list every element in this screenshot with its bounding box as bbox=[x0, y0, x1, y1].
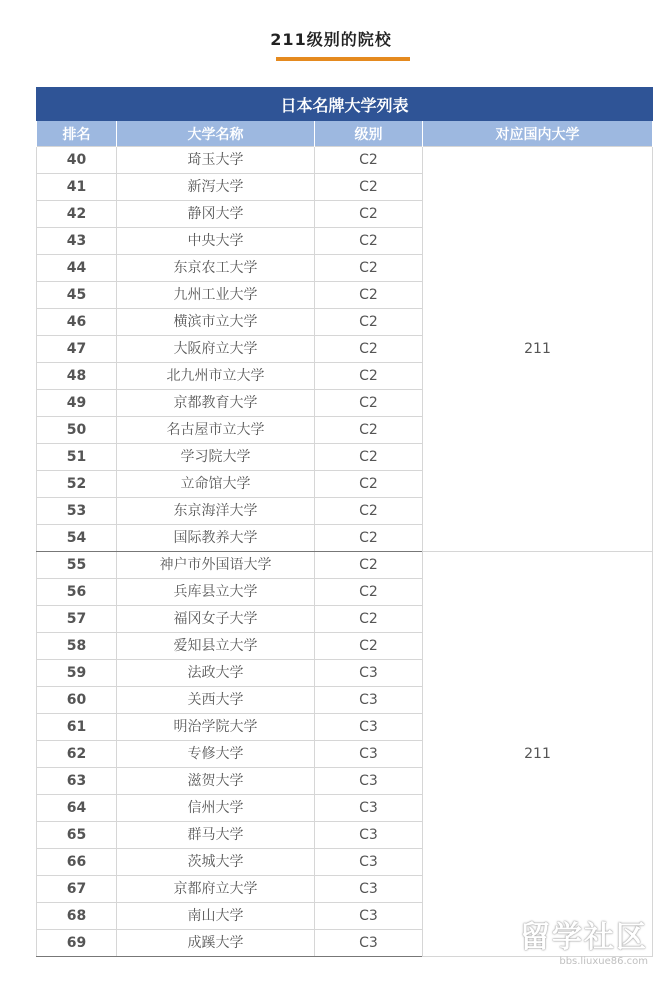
watermark-logo-text: 留学社区 bbox=[520, 920, 648, 955]
level-cell: C2 bbox=[315, 417, 423, 444]
level-cell: C3 bbox=[315, 660, 423, 687]
level-cell: C2 bbox=[315, 309, 423, 336]
table-title: 日本名牌大学列表 bbox=[37, 88, 653, 121]
rank-cell: 62 bbox=[37, 741, 117, 768]
university-name-cell: 立命馆大学 bbox=[117, 471, 315, 498]
rank-cell: 49 bbox=[37, 390, 117, 417]
rank-cell: 48 bbox=[37, 363, 117, 390]
level-cell: C2 bbox=[315, 444, 423, 471]
rank-cell: 67 bbox=[37, 876, 117, 903]
university-name-cell: 成蹊大学 bbox=[117, 930, 315, 957]
university-table-container bbox=[36, 87, 652, 957]
table-row bbox=[37, 147, 653, 174]
university-name-cell: 兵库县立大学 bbox=[117, 579, 315, 606]
level-cell: C3 bbox=[315, 903, 423, 930]
rank-cell: 50 bbox=[37, 417, 117, 444]
rank-cell: 69 bbox=[37, 930, 117, 957]
header-domestic: 对应国内大学 bbox=[423, 121, 653, 147]
rank-cell: 58 bbox=[37, 633, 117, 660]
university-name-cell: 新泻大学 bbox=[117, 174, 315, 201]
university-name-cell: 京都教育大学 bbox=[117, 390, 315, 417]
university-name-cell: 茨城大学 bbox=[117, 849, 315, 876]
university-name-cell: 琦玉大学 bbox=[117, 147, 315, 174]
university-name-cell: 专修大学 bbox=[117, 741, 315, 768]
watermark bbox=[520, 912, 648, 967]
level-cell: C2 bbox=[315, 255, 423, 282]
heading-underline bbox=[276, 57, 410, 61]
rank-cell: 53 bbox=[37, 498, 117, 525]
university-name-cell: 神户市外国语大学 bbox=[117, 552, 315, 579]
level-cell: C2 bbox=[315, 390, 423, 417]
university-name-cell: 明治学院大学 bbox=[117, 714, 315, 741]
rank-cell: 41 bbox=[37, 174, 117, 201]
level-cell: C3 bbox=[315, 795, 423, 822]
university-name-cell: 北九州市立大学 bbox=[117, 363, 315, 390]
university-name-cell: 静冈大学 bbox=[117, 201, 315, 228]
rank-cell: 66 bbox=[37, 849, 117, 876]
level-cell: C3 bbox=[315, 714, 423, 741]
university-name-cell: 东京海洋大学 bbox=[117, 498, 315, 525]
rank-cell: 59 bbox=[37, 660, 117, 687]
header-rank: 排名 bbox=[37, 121, 117, 147]
level-cell: C2 bbox=[315, 228, 423, 255]
rank-cell: 52 bbox=[37, 471, 117, 498]
university-name-cell: 京都府立大学 bbox=[117, 876, 315, 903]
rank-cell: 46 bbox=[37, 309, 117, 336]
watermark-url: bbs.liuxue86.com bbox=[559, 956, 648, 967]
university-name-cell: 群马大学 bbox=[117, 822, 315, 849]
rank-cell: 51 bbox=[37, 444, 117, 471]
rank-cell: 55 bbox=[37, 552, 117, 579]
level-cell: C2 bbox=[315, 525, 423, 552]
domestic-equivalent-cell: 211 bbox=[423, 552, 653, 957]
university-name-cell: 九州工业大学 bbox=[117, 282, 315, 309]
rank-cell: 42 bbox=[37, 201, 117, 228]
rank-cell: 65 bbox=[37, 822, 117, 849]
level-cell: C2 bbox=[315, 363, 423, 390]
level-cell: C2 bbox=[315, 633, 423, 660]
university-name-cell: 国际教养大学 bbox=[117, 525, 315, 552]
table-row bbox=[37, 552, 653, 579]
level-cell: C2 bbox=[315, 579, 423, 606]
rank-cell: 60 bbox=[37, 687, 117, 714]
page-heading: 211级别的院校 bbox=[270, 30, 392, 49]
university-name-cell: 关西大学 bbox=[117, 687, 315, 714]
rank-cell: 44 bbox=[37, 255, 117, 282]
rank-cell: 57 bbox=[37, 606, 117, 633]
rank-cell: 61 bbox=[37, 714, 117, 741]
university-name-cell: 横滨市立大学 bbox=[117, 309, 315, 336]
university-name-cell: 名古屋市立大学 bbox=[117, 417, 315, 444]
university-name-cell: 大阪府立大学 bbox=[117, 336, 315, 363]
level-cell: C2 bbox=[315, 174, 423, 201]
rank-cell: 40 bbox=[37, 147, 117, 174]
level-cell: C3 bbox=[315, 876, 423, 903]
rank-cell: 63 bbox=[37, 768, 117, 795]
rank-cell: 47 bbox=[37, 336, 117, 363]
university-table bbox=[36, 87, 653, 957]
rank-cell: 43 bbox=[37, 228, 117, 255]
level-cell: C2 bbox=[315, 282, 423, 309]
header-name: 大学名称 bbox=[117, 121, 315, 147]
level-cell: C2 bbox=[315, 147, 423, 174]
university-name-cell: 学习院大学 bbox=[117, 444, 315, 471]
level-cell: C2 bbox=[315, 336, 423, 363]
university-name-cell: 法政大学 bbox=[117, 660, 315, 687]
rank-cell: 56 bbox=[37, 579, 117, 606]
university-name-cell: 东京农工大学 bbox=[117, 255, 315, 282]
university-name-cell: 信州大学 bbox=[117, 795, 315, 822]
domestic-equivalent-cell: 211 bbox=[423, 147, 653, 552]
university-name-cell: 南山大学 bbox=[117, 903, 315, 930]
header-level: 级别 bbox=[315, 121, 423, 147]
level-cell: C3 bbox=[315, 768, 423, 795]
level-cell: C3 bbox=[315, 687, 423, 714]
level-cell: C2 bbox=[315, 552, 423, 579]
level-cell: C3 bbox=[315, 741, 423, 768]
university-name-cell: 中央大学 bbox=[117, 228, 315, 255]
level-cell: C2 bbox=[315, 606, 423, 633]
level-cell: C3 bbox=[315, 849, 423, 876]
level-cell: C3 bbox=[315, 822, 423, 849]
rank-cell: 45 bbox=[37, 282, 117, 309]
level-cell: C2 bbox=[315, 201, 423, 228]
table-body bbox=[37, 147, 653, 957]
rank-cell: 54 bbox=[37, 525, 117, 552]
university-name-cell: 爱知县立大学 bbox=[117, 633, 315, 660]
level-cell: C2 bbox=[315, 498, 423, 525]
university-name-cell: 滋贺大学 bbox=[117, 768, 315, 795]
level-cell: C3 bbox=[315, 930, 423, 957]
level-cell: C2 bbox=[315, 471, 423, 498]
university-name-cell: 福冈女子大学 bbox=[117, 606, 315, 633]
rank-cell: 68 bbox=[37, 903, 117, 930]
rank-cell: 64 bbox=[37, 795, 117, 822]
